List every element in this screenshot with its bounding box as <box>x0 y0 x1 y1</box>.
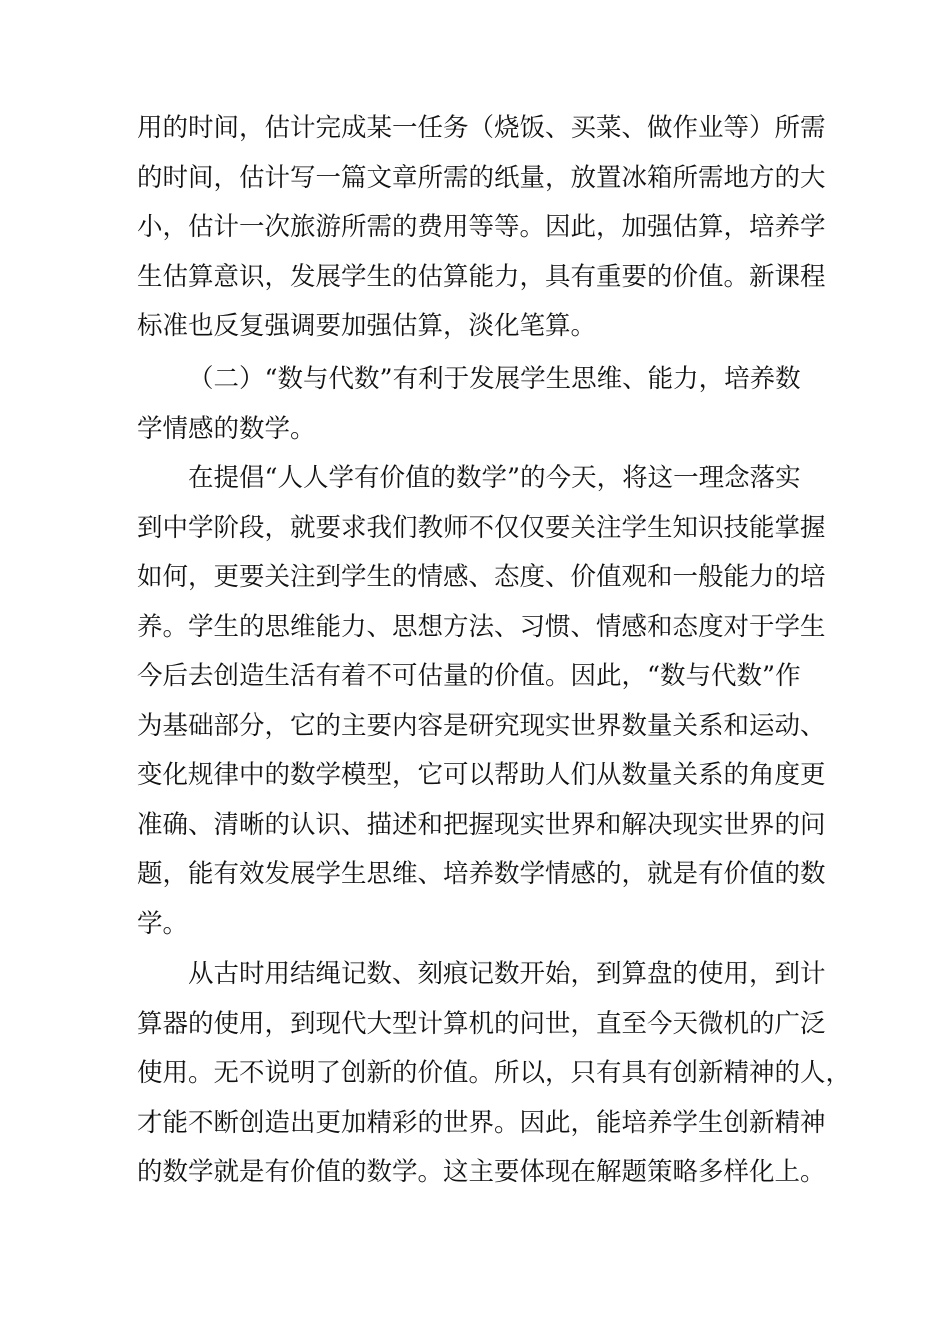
paragraph-4-line-2: 算器的使用，到现代大型计算机的问世，直至今天微机的广泛 <box>137 1008 826 1039</box>
paragraph-1-line-4: 生估算意识，发展学生的估算能力，具有重要的价值。新课程 <box>137 261 826 292</box>
paragraph-3-line-8: 准确、清晰的认识、描述和把握现实世界和解决现实世界的问 <box>137 809 826 840</box>
paragraph-3 <box>137 454 827 949</box>
paragraph-3-line-9: 题，能有效发展学生思维、培养数学情感的，就是有价值的数 <box>137 859 826 889</box>
paragraph-4-line-5: 的数学就是有价值的数学。这主要体现在解题策略多样化上。 <box>137 1157 826 1187</box>
paragraph-3-line-3: 如何，更要关注到学生的情感、态度、价值观和一般能力的培 <box>137 562 826 592</box>
paragraph-3-line-6: 为基础部分，它的主要内容是研究现实世界数量关系和运动、 <box>137 710 826 741</box>
paragraph-1-line-1: 用的时间，估计完成某一任务（烧饭、买菜、做作业等）所需 <box>137 113 826 143</box>
paragraph-3-line-2: 到中学阶段，就要求我们教师不仅仅要关注学生知识技能掌握 <box>137 512 826 543</box>
paragraph-2-section-heading <box>137 355 827 454</box>
paragraph-4 <box>137 950 852 1198</box>
paragraph-4-line-1: 从古时用结绳记数、刻痕记数开始，到算盘的使用，到计 <box>188 959 826 989</box>
paragraph-3-line-10: 学。 <box>137 908 189 939</box>
paragraph-2-line-2: 学情感的数学。 <box>137 413 316 444</box>
paragraph-3-line-1: 在提倡“人人学有价值的数学”的今天，将这一理念落实 <box>188 463 801 493</box>
paragraph-4-line-4: 才能不断创造出更加精彩的世界。因此，能培养学生创新精神 <box>137 1107 826 1138</box>
paragraph-1-line-5: 标准也反复强调要加强估算，淡化笔算。 <box>137 311 597 341</box>
paragraph-3-line-7: 变化规律中的数学模型，它可以帮助人们从数量关系的角度更 <box>137 760 826 790</box>
paragraph-2-line-1: （二）“数与代数”有利于发展学生思维、能力，培养数 <box>188 364 801 394</box>
paragraph-4-line-3: 使用。无不说明了创新的价值。所以，只有具有创新精神的人， <box>137 1058 852 1088</box>
paragraph-1-line-3: 小，估计一次旅游所需的费用等等。因此，加强估算，培养学 <box>137 212 826 242</box>
paragraph-3-line-5: 今后去创造生活有着不可估量的价值。因此，“数与代数”作 <box>137 661 801 691</box>
paragraph-1-line-2: 的时间，估计写一篇文章所需的纸量，放置冰箱所需地方的大 <box>137 162 826 193</box>
paragraph-1 <box>137 104 827 352</box>
paragraph-3-line-4: 养。学生的思维能力、思想方法、习惯、情感和态度对于学生 <box>137 611 826 642</box>
